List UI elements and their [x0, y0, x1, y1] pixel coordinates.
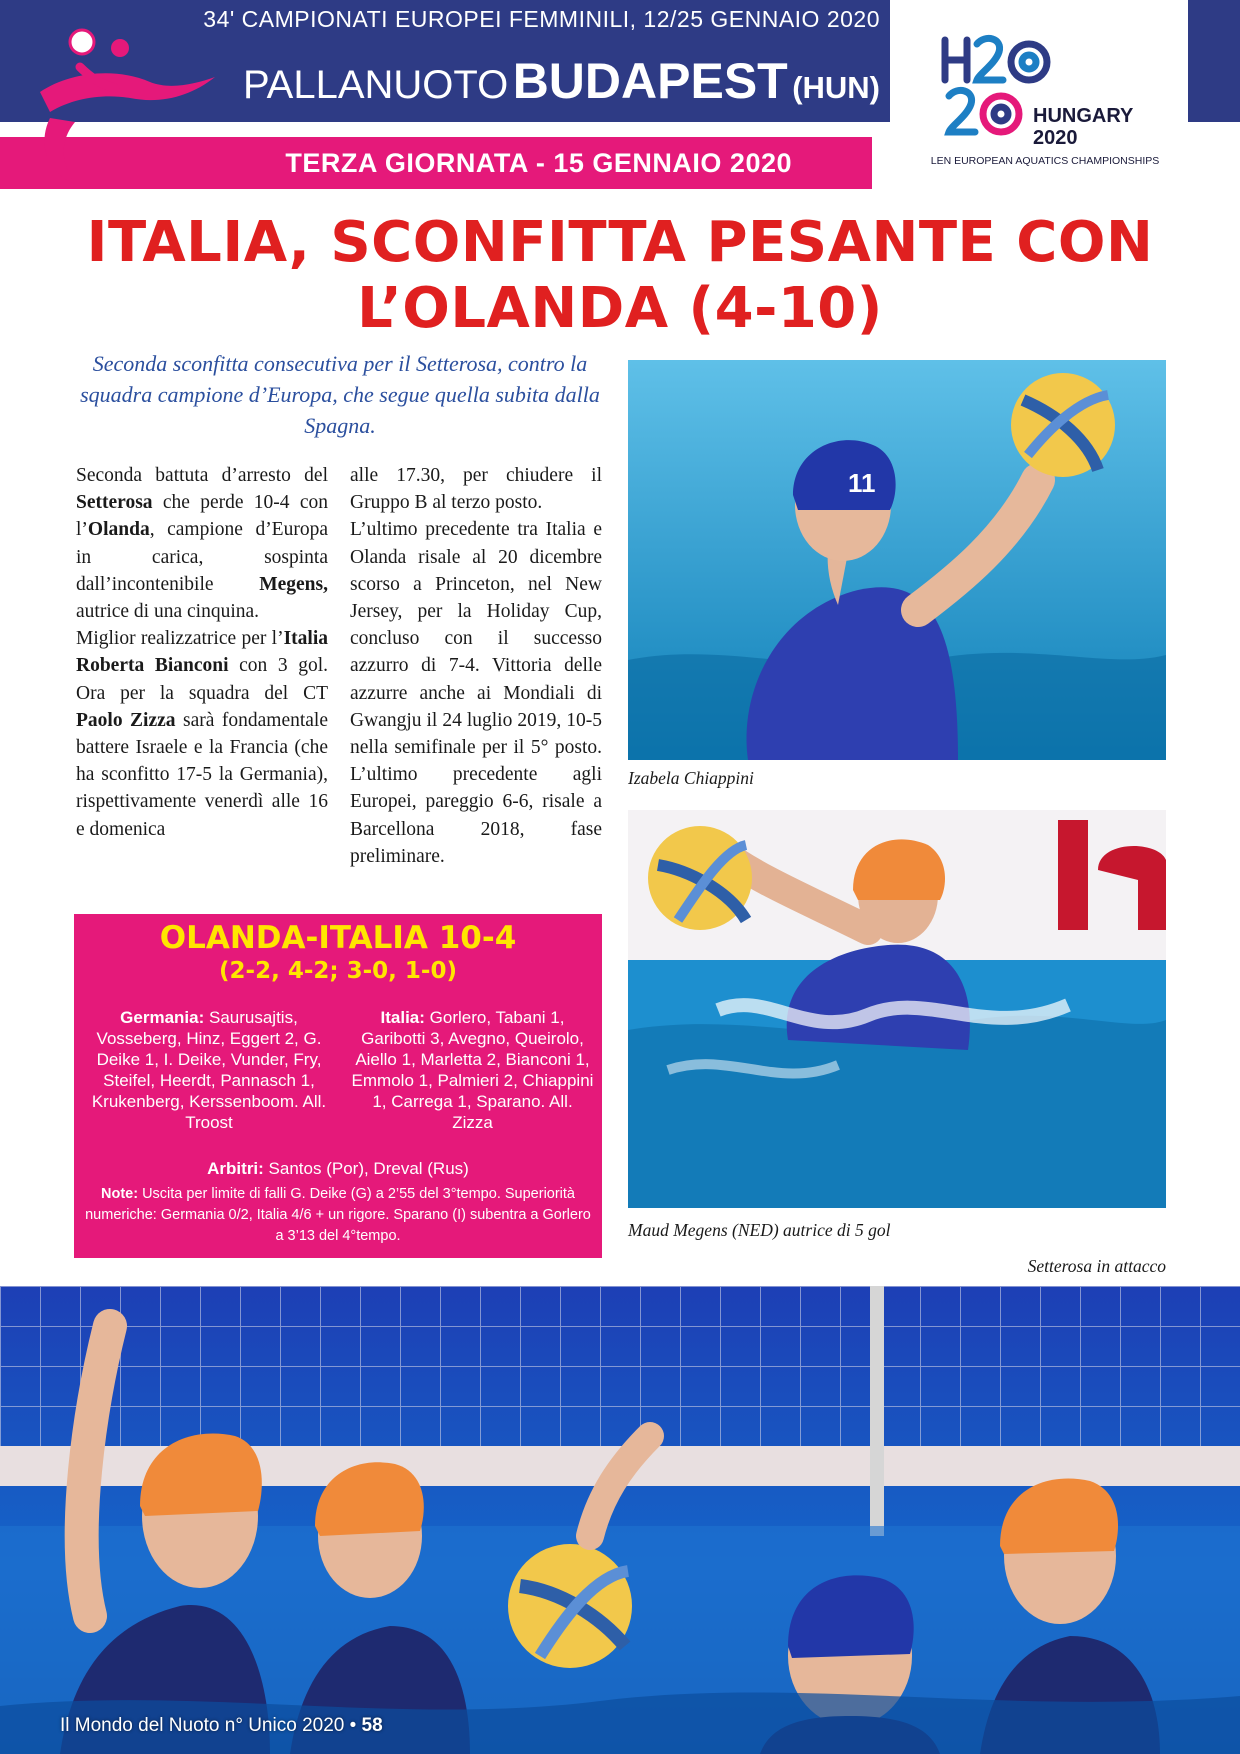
referees-names: Santos (Por), Dreval (Rus) [263, 1159, 469, 1178]
logo-subtitle: LEN EUROPEAN AQUATICS CHAMPIONSHIPS [930, 155, 1160, 167]
note-label: Note: [100, 1186, 139, 1202]
team-label: Germania: [120, 1008, 205, 1027]
text-run: , campione d’Europa in carica, sospinta dall’incontenibile [76, 519, 328, 595]
logo-year: 2020 [1033, 127, 1078, 149]
match-note [82, 1184, 594, 1247]
text-run: autrice di una cinquina. [76, 601, 260, 623]
note-text: Uscita per limite di falli G. Deike (G) a 2’55 del 3°tempo. Superiorità numeriche: Germania 0/2, Italia 4/6 + un rigore. Sparano (I) subentra a Gorlero a 3’13 del 4°tempo. [85, 1186, 591, 1244]
match-score-title: OLANDA-ITALIA 10-4 [159, 920, 517, 956]
referees [74, 1158, 602, 1180]
photo-setterosa-attack [0, 1286, 1240, 1754]
logo-country: HUNGARY [1033, 105, 1134, 127]
headline-line-2: L’OLANDA (4-10) [357, 276, 883, 341]
team-label: Italia: [380, 1008, 425, 1027]
text-run-bold: Olanda [87, 519, 150, 541]
event-line: 34' CAMPIONATI EUROPEI FEMMINILI, 12/25 GENNAIO 2020 [203, 6, 880, 32]
photo-megens [628, 810, 1166, 1208]
section-title [200, 52, 880, 110]
text-run: sarà fondamentale battere Israele e la Francia (che ha sconfitto 17-5 la Germania), rispettivamente venerdì alle 16 e domenica [76, 709, 328, 840]
championship-logo [925, 20, 1165, 170]
headline-line-1: ITALIA, SCONFITTA PESANTE CON [86, 210, 1154, 275]
lineup-italy [350, 1007, 595, 1133]
city-label: BUDAPEST [512, 53, 788, 109]
footer-publication: Il Mondo del Nuoto n° Unico 2020 • [60, 1715, 357, 1736]
text-run: con 3 gol. Ora per la squadra del CT [76, 655, 328, 704]
cap-number: 11 [848, 468, 876, 498]
text-run-bold: Italia Roberta Bianconi [76, 628, 328, 677]
article-paragraph: alle 17.30, per chiudere il Gruppo B al terzo posto. [350, 465, 602, 514]
team-players: Gorlero, Tabani 1, Garibotti 3, Avegno, Queirolo, Aiello 1, Marletta 2, Bianconi 1, Emmolo 1, Palmieri 2, Chiappini 1, Carrega 1, Sparano. All. Zizza [351, 1008, 594, 1132]
text-run-bold: Paolo Zizza [76, 709, 176, 731]
text-run-bold: Setterosa [76, 492, 153, 514]
photo-caption: Setterosa in attacco [1027, 1256, 1166, 1276]
article-column-2 [350, 462, 602, 870]
photo-caption: Izabela Chiappini [628, 768, 754, 788]
photo-chiappini [628, 360, 1166, 760]
article-column-1 [76, 462, 328, 843]
page-number: 58 [361, 1715, 383, 1736]
text-run: Miglior realizzatrice per l’ [76, 628, 284, 650]
match-partials: (2-2, 4-2; 3-0, 1-0) [219, 958, 457, 984]
swimmer-logo-icon [20, 22, 220, 192]
photo-caption: Maud Megens (NED) autrice di 5 gol [628, 1220, 891, 1240]
page-footer [60, 1715, 383, 1737]
country-label: (HUN) [792, 70, 880, 105]
header-corner-block [1188, 0, 1240, 122]
referees-label: Arbitri: [207, 1159, 264, 1178]
lineup-germany [80, 1007, 338, 1133]
text-run: che perde 10-4 con l’ [76, 492, 328, 541]
text-run: Seconda battuta d’arresto del [76, 465, 328, 486]
team-players: Saurusajtis, Vosseberg, Hinz, Eggert 2, G. Deike 1, I. Deike, Vunder, Fry, Steifel, Heerdt, Pannasch 1, Krukenberg, Kerssenboom. All. Troost [91, 1008, 327, 1132]
article-paragraph [76, 625, 328, 843]
lead-paragraph: Seconda sconfitta consecutiva per il Setterosa, contro la squadra campione d’Europa, che segue quella subita dalla Spagna. [80, 351, 600, 438]
article-paragraph: L’ultimo precedente tra Italia e Olanda risale al 20 dicembre scorso a Princeton, nel New Jersey, per la Holiday Cup, concluso con il successo azzurro di 7-4. Vittoria delle azzurre anche ai Mondiali di Gwangju il 24 luglio 2019, 10-5 nella semifinale per il 5° posto. L’ultimo precedente agli Europei, pareggio 6-6, risale a Barcellona 2018, fase preliminare. [350, 519, 602, 867]
sport-label: PALLANUOTO [242, 63, 509, 107]
headline [40, 210, 1200, 342]
article-paragraph [76, 462, 328, 625]
text-run-bold: Megens, [259, 573, 328, 595]
day-banner: TERZA GIORNATA - 15 GENNAIO 2020 [285, 148, 792, 178]
